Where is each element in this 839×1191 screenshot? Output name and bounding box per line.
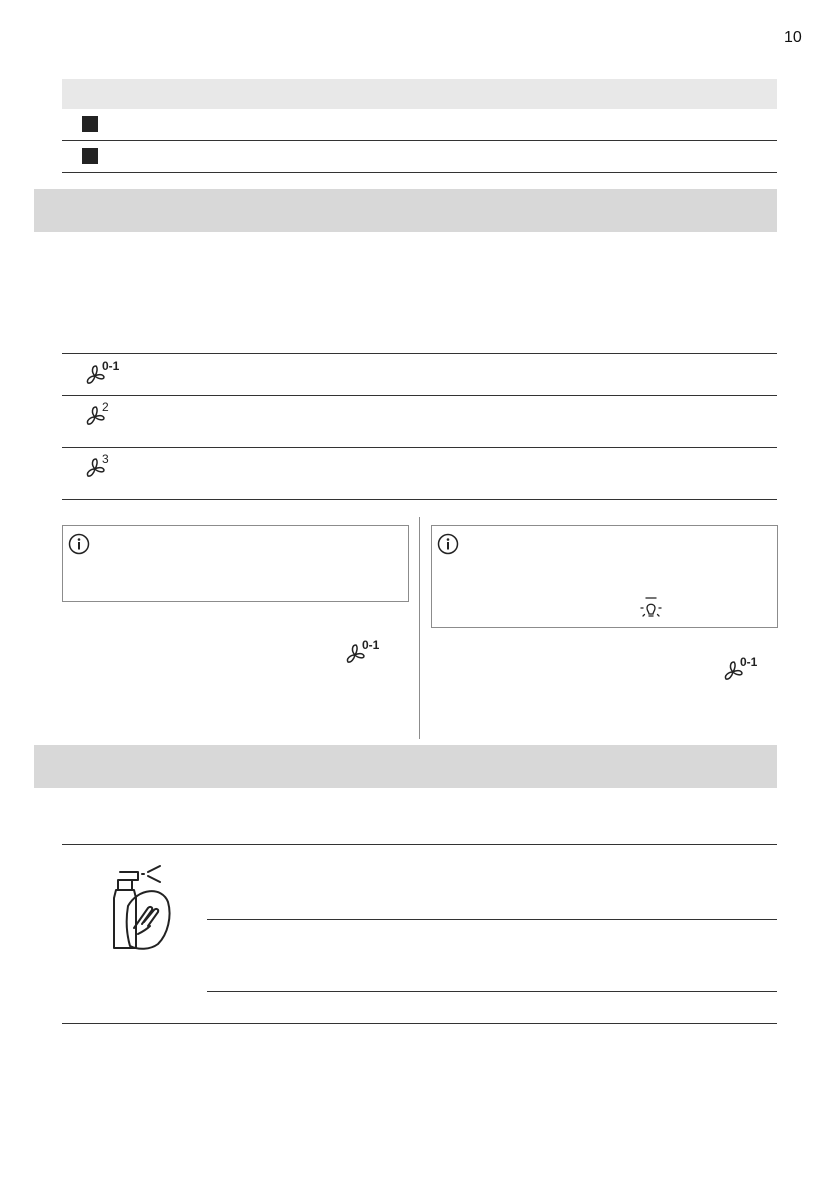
fan-table-top-rule xyxy=(62,353,777,354)
fan-speed-3-icon xyxy=(82,452,122,481)
cleaning-table-top-rule xyxy=(62,844,777,845)
info-note-box xyxy=(431,525,778,628)
table-row-divider xyxy=(62,140,777,141)
light-bulb-icon xyxy=(638,596,664,622)
fan-table-row-divider xyxy=(62,447,777,448)
spray-and-wipe-icon xyxy=(108,866,174,950)
fan-speed-0-1-icon xyxy=(342,638,392,667)
fan-level-label: 3 xyxy=(102,452,109,466)
cleaning-table-bottom-rule xyxy=(62,1023,777,1024)
black-square-marker xyxy=(82,148,98,164)
cleaning-table-row-divider xyxy=(207,919,777,920)
fan-speed-2-icon xyxy=(82,400,122,429)
page-number: 10 xyxy=(784,29,802,46)
fan-speed-0-1-icon xyxy=(82,359,132,388)
section-heading-bar xyxy=(34,189,777,232)
fan-table-row-divider xyxy=(62,395,777,396)
info-note-box xyxy=(62,525,409,602)
fan-level-label: 2 xyxy=(102,400,109,414)
section-heading-bar xyxy=(34,745,777,788)
fan-table-bottom-rule xyxy=(62,499,777,500)
cleaning-table-row-divider xyxy=(207,991,777,992)
table-bottom-rule xyxy=(62,172,777,173)
info-icon xyxy=(68,533,90,555)
black-square-marker xyxy=(82,116,98,132)
table-header-bar xyxy=(62,79,777,109)
info-icon xyxy=(437,533,459,555)
fan-speed-0-1-icon xyxy=(720,655,770,684)
fan-level-label: 0-1 xyxy=(102,359,120,373)
fan-level-label: 0-1 xyxy=(740,655,758,669)
fan-level-label: 0-1 xyxy=(362,638,380,652)
column-divider xyxy=(419,517,420,739)
